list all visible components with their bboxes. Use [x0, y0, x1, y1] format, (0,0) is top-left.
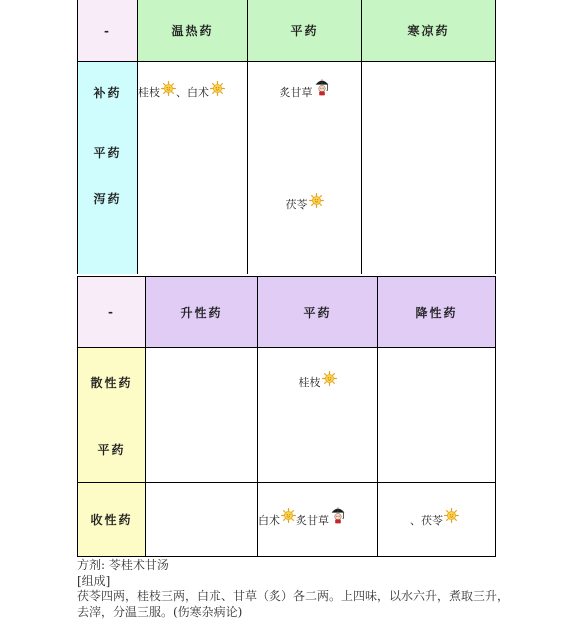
cell-purge-warm [138, 182, 248, 274]
col-header-warm: 温热药 [138, 0, 248, 62]
cell-tonify-cold [362, 62, 496, 123]
umbrella-icon [314, 77, 330, 97]
cell-tonify-neutral [248, 62, 362, 123]
sun-icon [322, 371, 337, 386]
herb-baizhu: 白术 [187, 84, 225, 100]
sun-icon [161, 81, 176, 96]
cell-astringe-neutral [258, 483, 378, 557]
cell-purge-neutral [248, 182, 362, 274]
cell-tonify-warm [138, 62, 248, 123]
row-header-disperse: 散性药 [78, 348, 146, 417]
herb-zhigancao: 炙甘草 [280, 82, 330, 102]
herb-guizhi: 桂枝 [138, 84, 176, 100]
cell-neutral-neutral [248, 122, 362, 182]
herb-zhigancao: 炙甘草 [296, 510, 346, 530]
herb-fuling: 茯苓 [286, 196, 324, 212]
sun-icon [281, 508, 296, 523]
composition-heading: [组成] [77, 573, 111, 588]
row-header-tonify: 补药 [78, 62, 138, 123]
sun-icon [309, 193, 324, 208]
col-header-descending: 降性药 [378, 277, 496, 348]
sun-icon [210, 81, 225, 96]
separator: 、 [176, 86, 187, 99]
prescription-name: 方剂: 苓桂术甘汤 [77, 558, 169, 572]
composition-text-line2: 去滓，分温三服。(伤寒杂病论) [77, 604, 243, 619]
composition-text-line1: 茯苓四两，桂枝三两，白朮、甘草（炙）各二两。上四味，以水六升，煮取三升， [77, 589, 510, 603]
cell-neutral-neutral [258, 416, 378, 483]
cell-disperse-neutral [258, 348, 378, 417]
direction-table [77, 276, 496, 557]
prescription-notes [77, 558, 510, 620]
col-header-ascending: 升性药 [146, 277, 258, 348]
row-header-astringe: 收性药 [78, 483, 146, 557]
col-header-cold: 寒凉药 [362, 0, 496, 62]
corner-header: - [78, 0, 138, 62]
cell-astringe-descending [378, 483, 496, 557]
herb-fuling: 、茯苓 [410, 512, 459, 528]
sun-icon [444, 508, 459, 523]
row-header-neutral: 平药 [78, 122, 138, 182]
row-header-neutral: 平药 [78, 416, 146, 483]
umbrella-icon [330, 505, 346, 525]
cell-disperse-ascending [146, 348, 258, 417]
herb-baizhu: 白术 [258, 512, 296, 528]
cell-disperse-descending [378, 348, 496, 417]
cell-astringe-ascending [146, 483, 258, 557]
col-header-neutral: 平药 [258, 277, 378, 348]
cell-neutral-cold [362, 122, 496, 182]
row-header-purge: 泻药 [78, 182, 138, 274]
cell-neutral-ascending [146, 416, 258, 483]
herb-guizhi: 桂枝 [299, 374, 337, 390]
cell-purge-cold [362, 182, 496, 274]
cell-neutral-warm [138, 122, 248, 182]
cell-neutral-descending [378, 416, 496, 483]
corner-header: - [78, 277, 146, 348]
temperature-tonify-table [77, 0, 496, 274]
col-header-neutral: 平药 [248, 0, 362, 62]
